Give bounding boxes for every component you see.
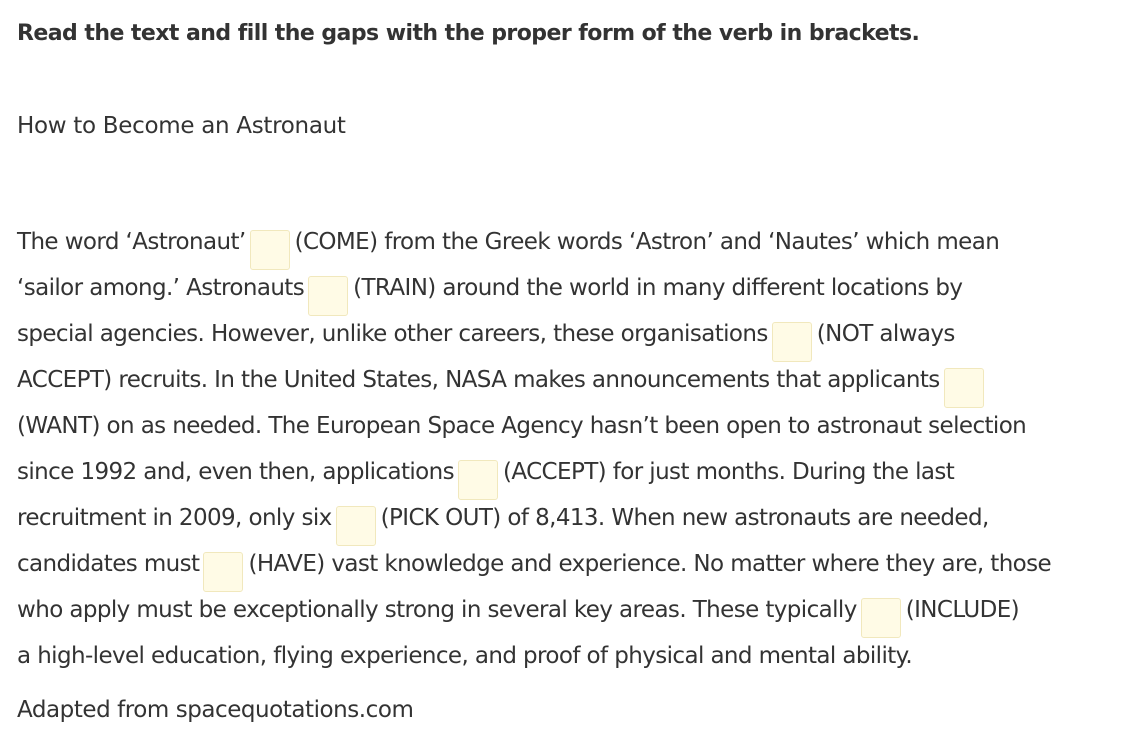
passage-line — [17, 633, 1127, 679]
passage-text: a high-level education, flying experience, and proof of physical and mental ability. — [17, 643, 913, 669]
passage-text: (ACCEPT) for just months. During the last — [503, 459, 955, 485]
gap-fill-passage — [17, 219, 1127, 679]
passage-line — [17, 495, 1127, 541]
passage-text: who apply must be exceptionally strong in several key areas. These typically — [17, 597, 857, 623]
passage-text: candidates must — [17, 551, 200, 577]
passage-line — [17, 587, 1127, 633]
passage-text: special agencies. However, unlike other careers, these organisations — [17, 321, 768, 347]
gap-input-7[interactable] — [203, 552, 243, 592]
passage-text: since 1992 and, even then, applications — [17, 459, 454, 485]
passage-text: (HAVE) vast knowledge and experience. No matter where they are, those — [248, 551, 1052, 577]
text-title: How to Become an Astronaut — [17, 113, 346, 139]
passage-line — [17, 403, 1127, 449]
gap-input-2[interactable] — [308, 276, 348, 316]
passage-text: (NOT always — [816, 321, 955, 347]
passage-line — [17, 541, 1127, 587]
passage-text: (INCLUDE) — [905, 597, 1020, 623]
gap-input-4[interactable] — [944, 368, 984, 408]
passage-line — [17, 265, 1127, 311]
passage-text: (WANT) on as needed. The European Space Agency hasn’t been open to astronaut selection — [17, 413, 1027, 439]
passage-text: The word ‘Astronaut’ — [17, 229, 246, 255]
gap-input-3[interactable] — [772, 322, 812, 362]
passage-line — [17, 311, 1127, 357]
passage-text: ACCEPT) recruits. In the United States, NASA makes announcements that applicants — [17, 367, 940, 393]
gap-input-8[interactable] — [861, 598, 901, 638]
passage-line — [17, 219, 1127, 265]
gap-input-6[interactable] — [336, 506, 376, 546]
passage-text: ‘sailor among.’ Astronauts — [17, 275, 305, 301]
exercise-instruction: Read the text and fill the gaps with the proper form of the verb in brackets. — [17, 21, 920, 46]
passage-line — [17, 357, 1127, 403]
passage-text: (COME) from the Greek words ‘Astron’ and ‘Nautes’ which mean — [294, 229, 1000, 255]
passage-text: (PICK OUT) of 8,413. When new astronauts are needed, — [380, 505, 989, 531]
gap-input-5[interactable] — [458, 460, 498, 500]
source-credit: Adapted from spacequotations.com — [17, 697, 414, 723]
passage-text: recruitment in 2009, only six — [17, 505, 332, 531]
passage-line — [17, 449, 1127, 495]
gap-input-1[interactable] — [250, 230, 290, 270]
passage-text: (TRAIN) around the world in many different locations by — [353, 275, 963, 301]
